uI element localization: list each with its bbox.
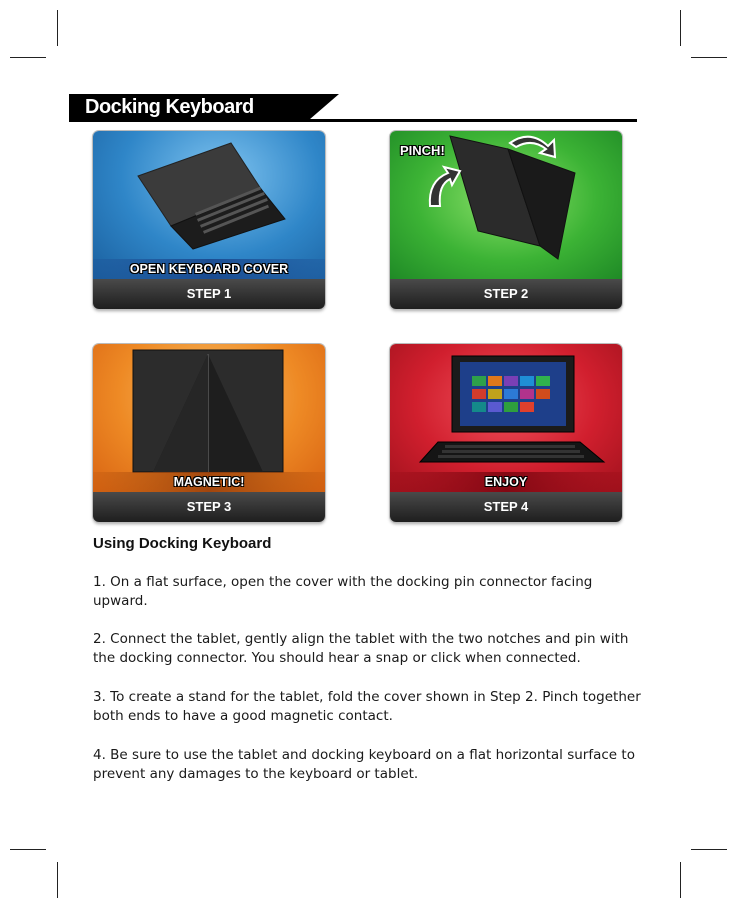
keyboard-cover-illustration [93,131,325,279]
crop-mark [691,57,727,58]
step-4-label: STEP 4 [390,492,622,522]
step-4-image [390,344,622,492]
crop-mark [691,849,727,850]
step-2-caption: PINCH! [400,143,445,158]
instruction-paragraph: 1. On a flat surface, open the cover with the docking pin connector facing upward. [93,574,593,609]
step-3-label: STEP 3 [93,492,325,522]
page-title: Docking Keyboard [85,96,254,118]
step-3-image [93,344,325,492]
tablet-docked-illustration [390,344,622,492]
crop-mark [57,862,58,898]
step-1-caption: OPEN KEYBOARD COVER [93,259,325,279]
crop-mark [10,57,46,58]
section-header [69,94,637,124]
step-1-panel [93,131,325,309]
instruction-paragraph: 4. Be sure to use the tablet and docking keyboard on a flat horizontal surface to prevent any damages to the keyboard or tablet. [93,747,635,782]
step-2-panel [390,131,622,309]
section-title: Using Docking Keyboard [93,535,272,552]
crop-mark [57,10,58,46]
magnetic-stand-illustration [93,344,325,492]
step-3-panel [93,344,325,522]
instruction-paragraph: 2. Connect the tablet, gently align the tablet with the two notches and pin with the docking connector. You should hear a snap or click when connected. [93,631,629,666]
step-3-caption: MAGNETIC! [93,472,325,492]
step-1-label: STEP 1 [93,279,325,309]
crop-mark [10,849,46,850]
step-2-image [390,131,622,279]
step-2-label: STEP 2 [390,279,622,309]
step-4-panel [390,344,622,522]
instruction-paragraph: 3. To create a stand for the tablet, fold the cover shown in Step 2. Pinch together both ends to have a good magnetic contact. [93,689,641,724]
crop-mark [680,862,681,898]
step-4-caption: ENJOY [390,472,622,492]
crop-mark [680,10,681,46]
step-1-image [93,131,325,279]
arrow-icon [430,167,460,206]
